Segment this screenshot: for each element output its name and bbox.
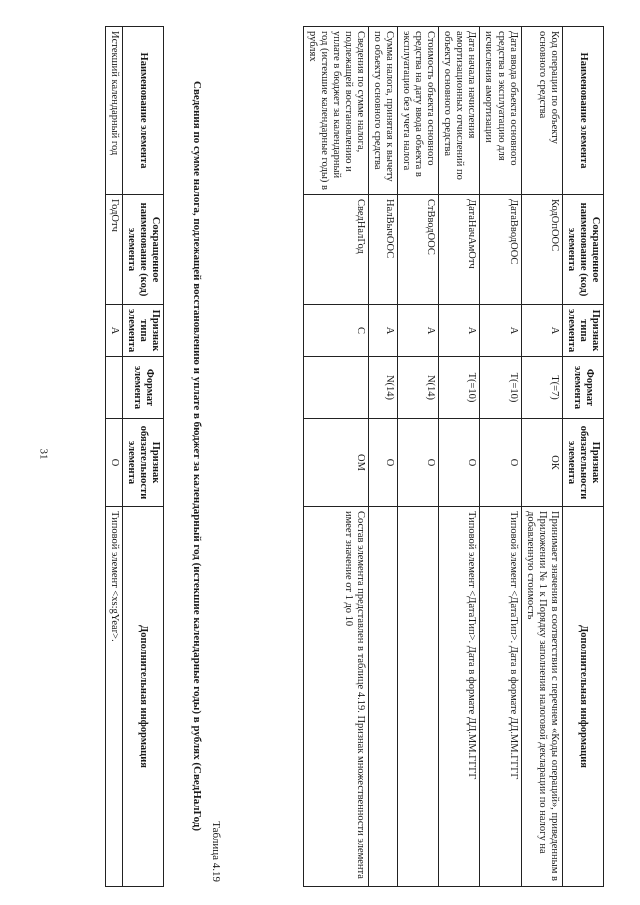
header-element-required: Признак обязательности элемента [122,419,163,507]
cell-required: О [398,419,439,507]
cell-name: Дата ввода объекта основного средства в эксплуатацию для исчисления амортизации [480,27,521,195]
table-row [398,27,439,887]
cell-format: T(=10) [480,357,521,419]
cell-format [303,357,368,419]
cell-type: С [303,305,368,357]
header-element-required: Признак обязательности элемента [562,419,603,507]
cell-name: Сумма налога, принятая к вычету по объекту основного средства [368,27,397,195]
cell-name: Код операции по объекту основного средства [521,27,562,195]
cell-info: Типовой элемент <ДатаТип>. Дата в формате ДД.ММ.ГГГГ [480,507,521,887]
cell-code: ДатаНачАмОтч [439,195,480,305]
cell-type: А [398,305,439,357]
year-tax-table [105,26,164,887]
header-element-type: Признак типа элемента [122,305,163,357]
cell-required: ОК [521,419,562,507]
cell-required: ОМ [303,419,368,507]
table-row [303,27,368,887]
cell-type: А [368,305,397,357]
cell-name: Дата начала начисления амортизационных отчислений по объекту основного средства [439,27,480,195]
cell-code: СтВводООС [398,195,439,305]
cell-format: N(14) [368,357,397,419]
table-header-row [122,27,163,887]
header-element-name: Наименование элемента [562,27,603,195]
cell-info: Принимает значения в соответствии с перечнем «Коды операций», приведенным в Приложении № 1 к Порядку заполнения налоговой декларации по налогу на добавленную стоимость [521,507,562,887]
cell-name: Истекший календарный год [105,27,122,195]
header-additional-info: Дополнительная информация [122,507,163,887]
cell-format: N(14) [398,357,439,419]
table-row [105,27,122,887]
cell-required: О [368,419,397,507]
cell-format [105,357,122,419]
header-element-code: Сокращенное наименование (код) элемента [562,195,603,305]
table-number: Таблица 4.19 [210,821,222,882]
header-element-name: Наименование элемента [122,27,163,195]
header-element-format: Формат элемента [562,357,603,419]
table-row [480,27,521,887]
header-additional-info: Дополнительная информация [562,507,603,887]
table-title: Сведения по сумме налога, подлежащей восстановлению и уплате в бюджет за календарный год (истекшие календарные годы) в рублях (СведНалГод) [191,81,203,831]
cell-code: НалВычООС [368,195,397,305]
cell-name: Стоимость объекта основного средства на дату ввода объекта в эксплуатацию без учета налога [398,27,439,195]
cell-format: T(=7) [521,357,562,419]
cell-info [368,507,397,887]
table-header-row [562,27,603,887]
cell-code: СведНалГод [303,195,368,305]
cell-code: КодОпООС [521,195,562,305]
cell-name: Сведения по сумме налога, подлежащей восстановлению и уплате в бюджет за календарный год (истекшие календарные годы) в рублях [303,27,368,195]
cell-info [398,507,439,887]
cell-info: Типовой элемент <ДатаТип>. Дата в формате ДД.ММ.ГГГГ [439,507,480,887]
cell-required: О [105,419,122,507]
cell-type: А [521,305,562,357]
header-element-code: Сокращенное наименование (код) элемента [122,195,163,305]
elements-table [303,26,604,887]
cell-code: ГодОтч [105,195,122,305]
cell-type: А [439,305,480,357]
table-row [439,27,480,887]
header-element-type: Признак типа элемента [562,305,603,357]
cell-info: Типовой элемент <xs:gYear>. [105,507,122,887]
cell-required: О [439,419,480,507]
cell-required: О [480,419,521,507]
page-number: 31 [37,448,50,460]
header-element-format: Формат элемента [122,357,163,419]
cell-info: Состав элемента представлен в таблице 4.19. Признак множественности элемента имеет значение от 1 до 10 [303,507,368,887]
table-row [368,27,397,887]
cell-format: T(=10) [439,357,480,419]
table-row [521,27,562,887]
cell-type: А [105,305,122,357]
cell-type: А [480,305,521,357]
rotated-page-content [80,26,640,886]
cell-code: ДатаВводООС [480,195,521,305]
